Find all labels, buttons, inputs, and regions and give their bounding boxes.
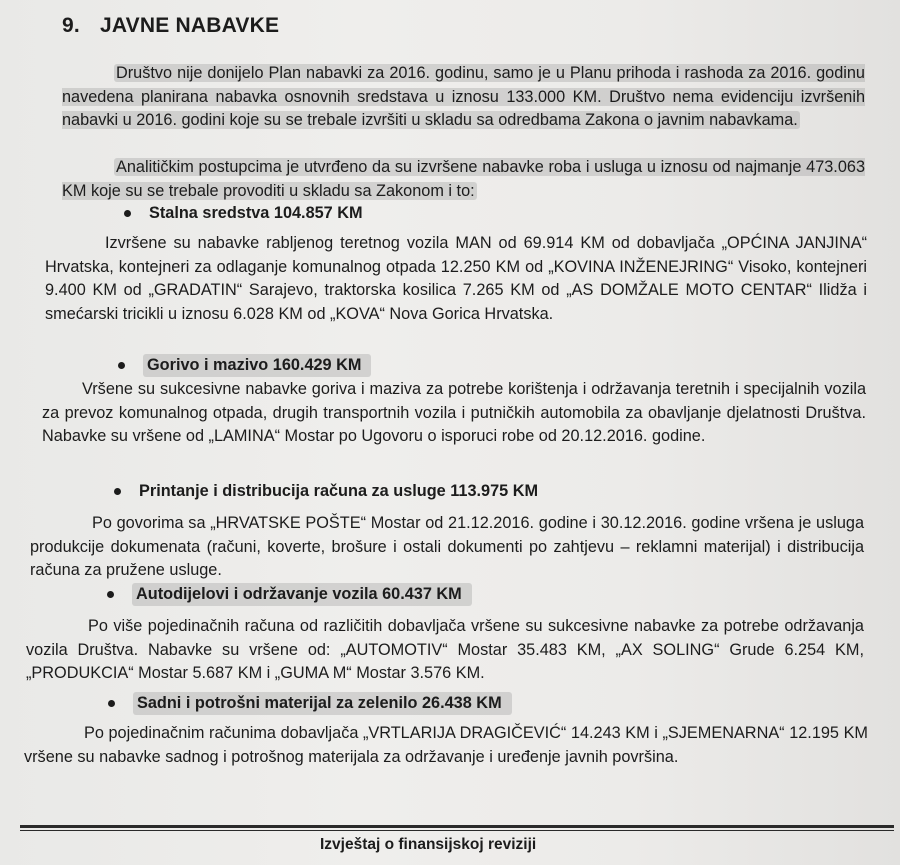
- section-title-5: Sadni i potrošni materijal za zelenilo 26.438 KM: [133, 692, 512, 715]
- section-bullet-5: [108, 692, 512, 715]
- section-bullet-1: [124, 204, 363, 223]
- section-title-4: Autodijelovi i održavanje vozila 60.437 KM: [132, 583, 472, 606]
- section-text-5: Po pojedinačnim računima dobavljača „VRTLARIJA DRAGIČEVIĆ“ 14.243 KM i „SJEMENARNA“ 12.195 KM vršene su nabavke sadnog i potrošnog materijala za održavanje i uređenje javnih površina.: [24, 724, 868, 766]
- analysis-paragraph: Analitičkim postupcima je utvrđeno da su izvršene nabavke roba i usluga u iznosu od najmanje 473.063 KM koje su se trebale provoditi u skladu sa Zakonom i to:: [62, 158, 865, 200]
- section-text-1: Izvršene su nabavke rabljenog teretnog vozila MAN od 69.914 KM od dobavljača „OPĆINA JANJINA“ Hrvatska, kontejneri za odlaganje komunalnog otpada 12.250 KM od „KOVINA INŽENEJRING“ Visoko, kontejneri 9.400 KM od „GRADATIN“ Sarajevo, traktorska kosilica 7.265 KM od „AS DOMŽALE MOTO CENTAR“ Ilidža i smećarski tricikli u iznosu 6.028 KM od „KOVA“ Nova Gorica Hrvatska.: [45, 234, 867, 323]
- section-title-2: Gorivo i mazivo 160.429 KM: [143, 354, 371, 377]
- section-title-1: Stalna sredstva 104.857 KM: [149, 204, 363, 222]
- footer-rule: [20, 825, 894, 828]
- bullet-dot: [108, 700, 115, 707]
- bullet-dot: [118, 362, 125, 369]
- section-text-2: Vršene su sukcesivne nabavke goriva i maziva za potrebe korištenja i održavanja teretnih i specijalnih vozila za prevoz komunalnog otpada, drugih transportnih vozila i putničkih automobila za obavljanje djelatnosti Društva. Nabavke su vršene od „LAMINA“ Mostar po Ugovoru o isporuci robe od 20.12.2016. godine.: [42, 380, 866, 446]
- section-bullet-3: [114, 482, 538, 501]
- bullet-dot: [107, 591, 114, 598]
- intro-paragraph: Društvo nije donijelo Plan nabavki za 2016. godinu, samo je u Planu prihoda i rashoda za 2016. godinu navedena planirana nabavka osnovnih sredstava u iznosu 133.000 KM. Društvo nema evidenciju izvršenih nabavki u 2016. godini koje su se trebale izvršiti u skladu sa odredbama Zakona o javnim nabavkama.: [62, 64, 865, 130]
- section-text-3: Po govorima sa „HRVATSKE POŠTE“ Mostar od 21.12.2016. godine i 30.12.2016. godine vršena je usluga produkcije dokumenata (računi, koverte, brošure i ostali dokumenti po zahtjevu – reklamni materijal) i distribucija računa za pružene usluge.: [30, 514, 864, 580]
- section-text-4: Po više pojedinačnih računa od različitih dobavljača vršene su sukcesivne nabavke za potrebe održavanja vozila Društva. Nabavke su vršene od: „AUTOMOTIV“ Mostar 35.483 KM, „AX SOLING“ Grude 6.254 KM, „PRODUKCIA“ Mostar 5.687 KM i „GUMA M“ Mostar 3.576 KM.: [26, 617, 864, 683]
- section-bullet-4: [107, 583, 472, 606]
- section-title: JAVNE NABAVKE: [99, 14, 280, 37]
- section-title-3: Printanje i distribucija računa za usluge 113.975 KM: [139, 482, 539, 500]
- footer-title: Izvještaj o finansijskoj reviziji: [320, 836, 537, 853]
- bullet-dot: [114, 488, 121, 495]
- bullet-dot: [124, 210, 131, 217]
- section-heading: [62, 14, 279, 38]
- footer-rule-thin: [20, 830, 894, 831]
- section-number: 9.: [62, 14, 80, 37]
- section-bullet-2: [118, 354, 371, 377]
